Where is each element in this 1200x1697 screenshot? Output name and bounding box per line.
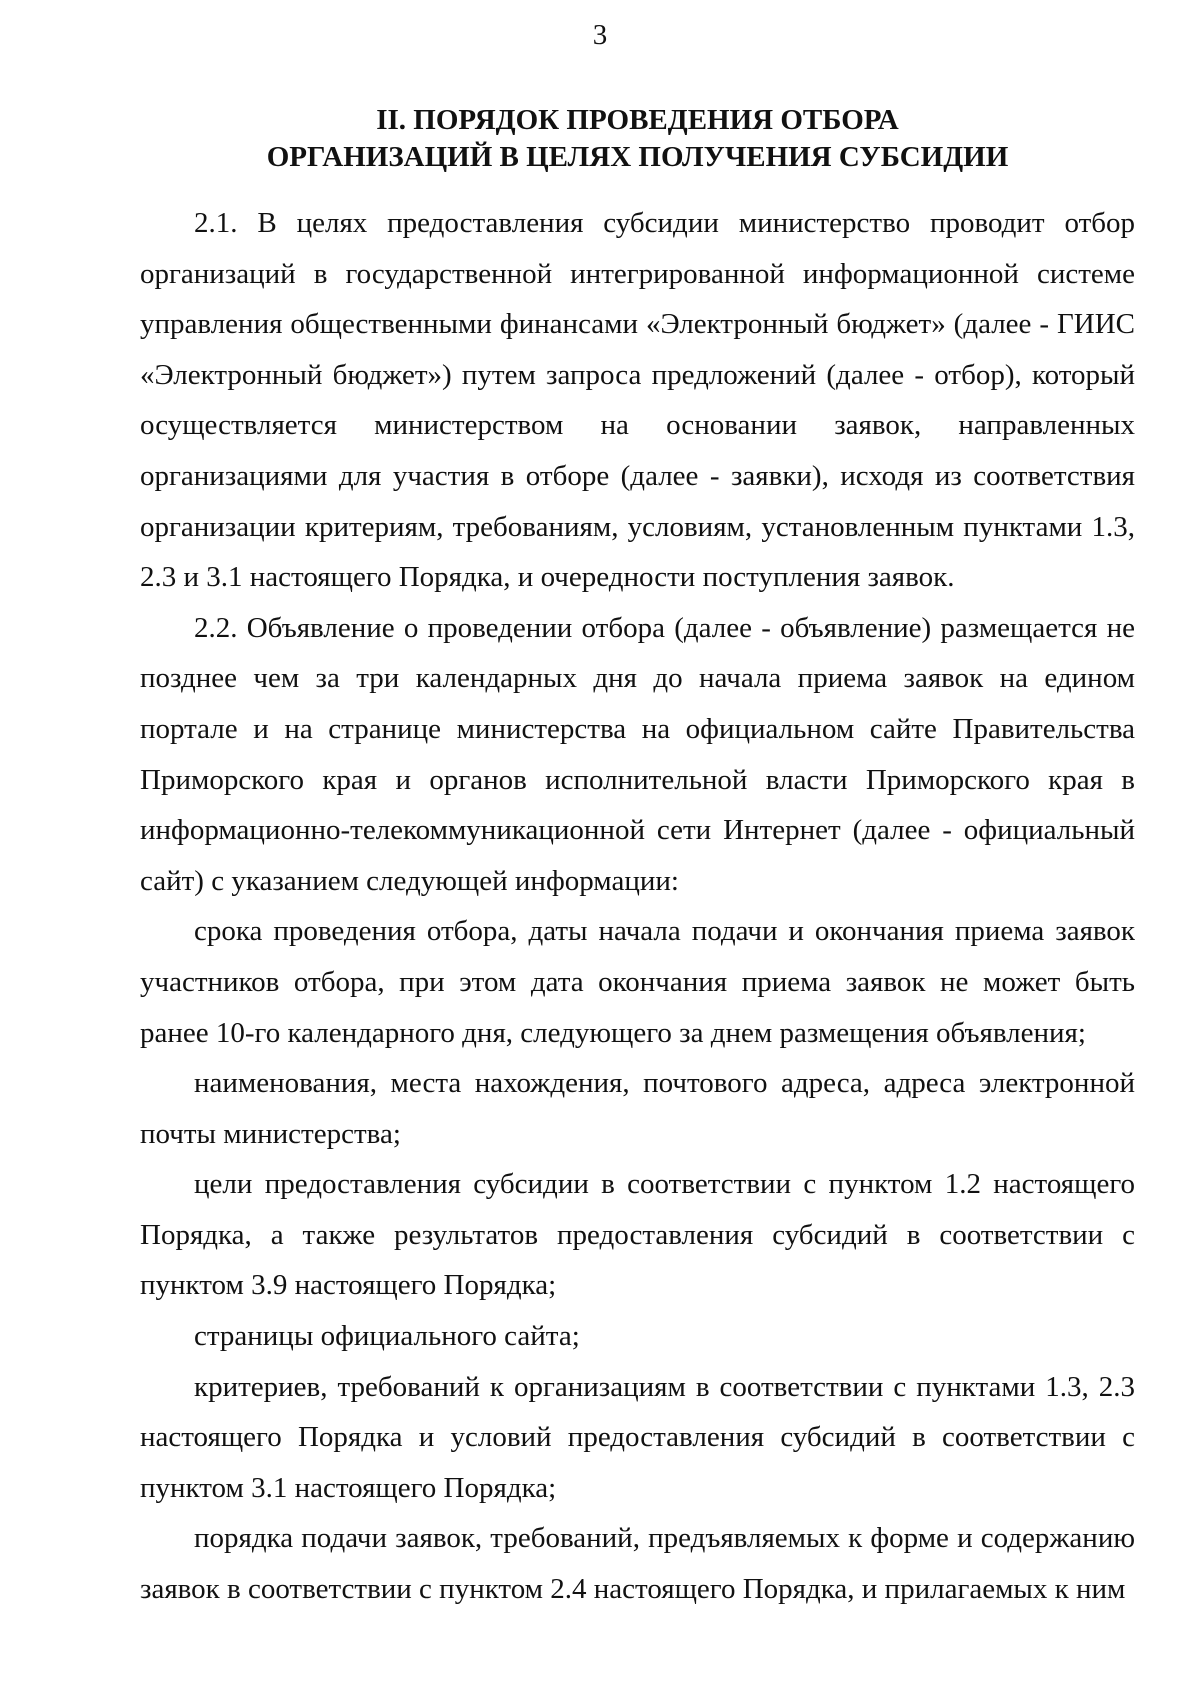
list-item-deadline: срока проведения отбора, даты начала подачи и окончания приема заявок участников отбора, при этом дата окончания приема заявок не может быть ранее 10-го календарного дня, следующего за днем размещения объявления; [140,915,1135,1049]
section-title-line-2: ОРГАНИЗАЦИЙ В ЦЕЛЯХ ПОЛУЧЕНИЯ СУБСИДИИ [266,141,1009,173]
paragraph-2-1: 2.1. В целях предоставления субсидии министерство проводит отбор организаций в государственной интегрированной информационной системе управления общественными финансами «Электронный бюджет» (далее - ГИИС «Электронный бюджет») путем запроса предложений (далее - отбор), который осуществляется министерством на основании заявок, направленных организациями для участия в отборе (далее - заявки), исходя из соответствия организации критериям, требованиям, условиям, установленным пунктами 1.3, 2.3 и 3.1 настоящего Порядка, и очередности поступления заявок. [140,207,1135,594]
list-item-criteria: критериев, требований к организациям в соответствии с пунктами 1.3, 2.3 настоящего Порядка и условий предоставления субсидий в соответствии с пунктом 3.1 настоящего Порядка; [140,1370,1135,1504]
list-item-ministry-contacts: наименования, места нахождения, почтового адреса, адреса электронной почты министерства; [140,1067,1135,1150]
section-title-line-1: II. ПОРЯДОК ПРОВЕДЕНИЯ ОТБОРА [376,104,899,136]
list-item-application-procedure: порядка подачи заявок, требований, предъявляемых к форме и содержанию заявок в соответствии с пунктом 2.4 настоящего Порядка, и прилагаемых к ним [140,1522,1135,1606]
section-title [140,102,1135,176]
list-item-subsidy-goals: цели предоставления субсидии в соответствии с пунктом 1.2 настоящего Порядка, а также результатов предоставления субсидий в соответствии с пунктом 3.9 настоящего Порядка; [140,1168,1135,1302]
list-item-site-pages: страницы официального сайта; [194,1320,580,1353]
paragraph-2-2: 2.2. Объявление о проведении отбора (далее - объявление) размещается не позднее чем за три календарных дня до начала приема заявок на едином портале и на странице министерства на официальном сайте Правительства Приморского края и органов исполнительной власти Приморского края в информационно-телекоммуникационной сети Интернет (далее - официальный сайт) с указанием следующей информации: [140,611,1135,897]
document-body [140,198,1135,1615]
page-number: 3 [592,19,608,51]
